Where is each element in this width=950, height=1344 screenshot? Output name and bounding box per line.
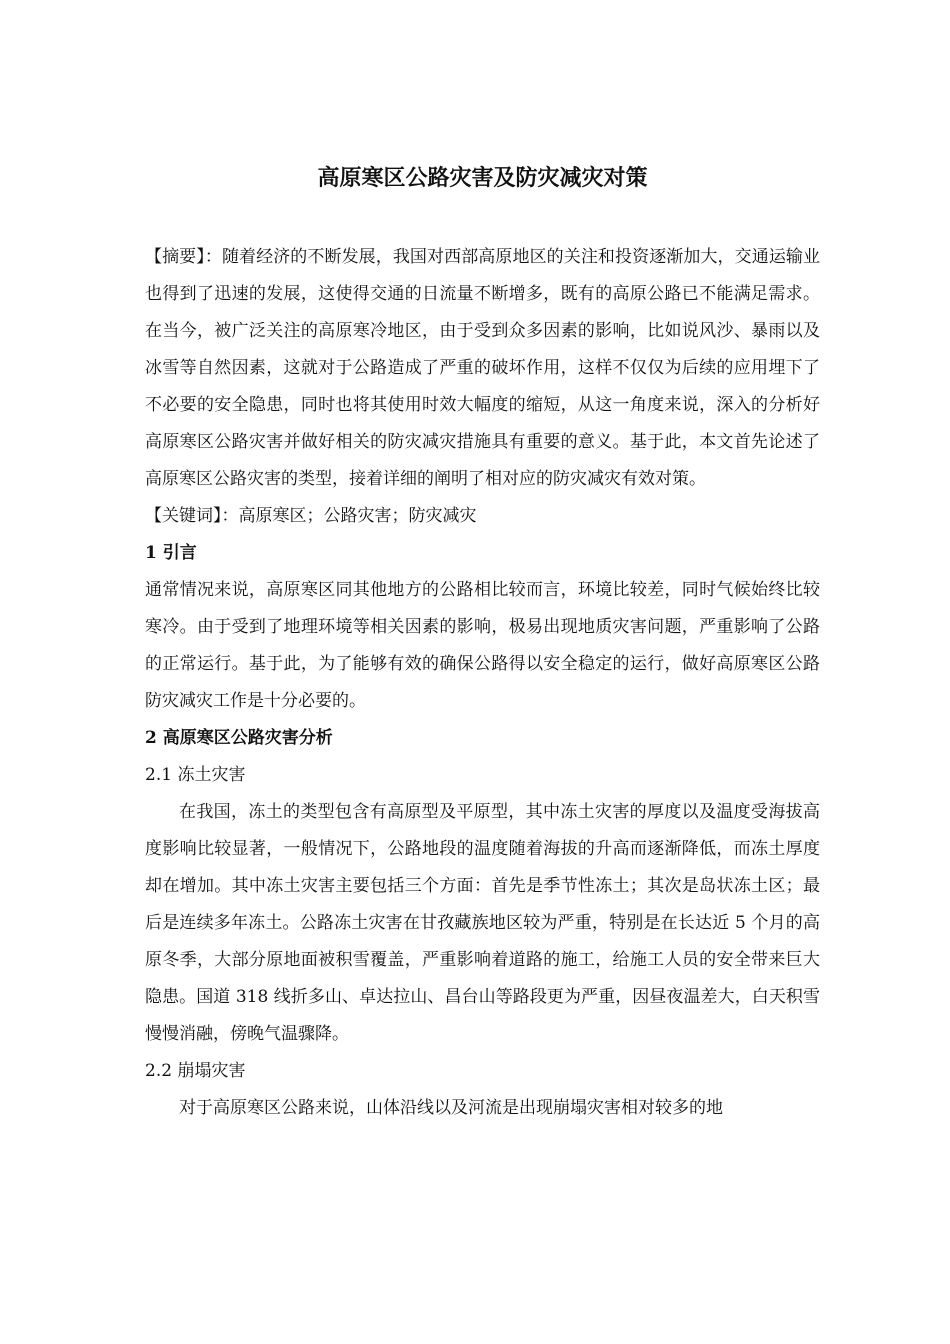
section-heading-analysis: 2 高原寒区公路灾害分析	[145, 728, 333, 748]
keywords-line: 【关键词】：高原寒区；公路灾害；防灾减灾	[145, 506, 477, 526]
paper-title: 高原寒区公路灾害及防灾减灾对策	[317, 165, 648, 191]
introduction-paragraph: 通常情况来说，高原寒区同其他地方的公路相比较而言，环境比较差，同时气候始终比较寒冷。由于受到了地理环境等相关因素的影响，极易出现地质灾害问题，严重影响了公路的正常运行。基于此，为了能够有效的确保公路得以安全稳定的运行，做好高原寒区公路防灾减灾工作是十分必要的。	[145, 580, 820, 711]
subsection-heading-frozen-soil: 2.1 冻土灾害	[145, 765, 246, 785]
paper-body	[145, 239, 820, 1127]
subsection-heading-collapse: 2.2 崩塌灾害	[145, 1061, 246, 1081]
section-heading-introduction: 1 引言	[145, 543, 197, 563]
collapse-paragraph: 对于高原寒区公路来说，山体沿线以及河流是出现崩塌灾害相对较多的地	[179, 1098, 723, 1118]
frozen-soil-paragraph: 在我国，冻土的类型包含有高原型及平原型，其中冻土灾害的厚度以及温度受海拔高度影响比较显著，一般情况下，公路地段的温度随着海拔的升高而逐渐降低，而冻土厚度却在增加。其中冻土灾害主要包括三个方面：首先是季节性冻土；其次是岛状冻土区；最后是连续多年冻土。公路冻土灾害在甘孜藏族地区较为严重，特别是在长达近 5 个月的高原冬季，大部分原地面被积雪覆盖，严重影响着道路的施工，给施工人员的安全带来巨大隐患。国道 318 线折多山、卓达拉山、昌台山等路段更为严重，因昼夜温差大，白天积雪慢慢消融，傍晚气温骤降。	[145, 802, 820, 1044]
abstract-paragraph: 【摘要】：随着经济的不断发展，我国对西部高原地区的关注和投资逐渐加大，交通运输业也得到了迅速的发展，这使得交通的日流量不断增多，既有的高原公路已不能满足需求。在当今，被广泛关注的高原寒冷地区，由于受到众多因素的影响，比如说风沙、暴雨以及冰雪等自然因素，这就对于公路造成了严重的破坏作用，这样不仅仅为后续的应用埋下了不必要的安全隐患，同时也将其使用时效大幅度的缩短，从这一角度来说，深入的分析好高原寒区公路灾害并做好相关的防灾减灾措施具有重要的意义。基于此，本文首先论述了高原寒区公路灾害的类型，接着详细的阐明了相对应的防灾减灾有效对策。	[145, 247, 820, 489]
